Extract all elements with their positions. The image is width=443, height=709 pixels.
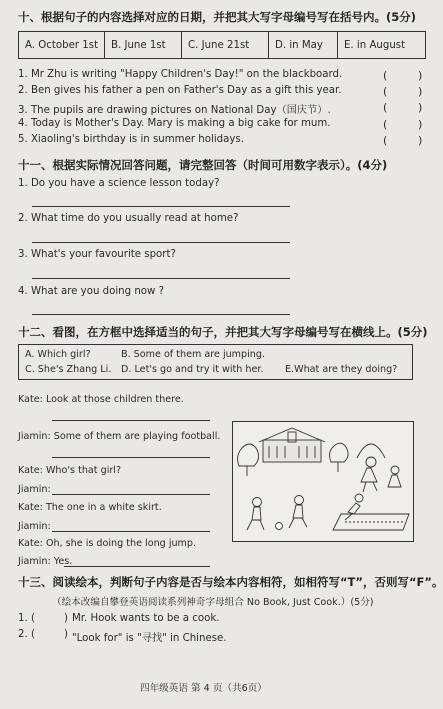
answer-paren-2[interactable]: ( — [383, 85, 388, 98]
date-options-table — [18, 31, 426, 59]
box-option-b: B. Some of them are jumping. — [121, 349, 266, 360]
s11-question-1: 1. Do you have a science lesson today? — [18, 178, 220, 189]
s10-sentence-4: 4. Today is Mother's Day. Mary is making a big cake for mum. — [18, 118, 331, 129]
s10-sentence-3: 3. The pupils are drawing pictures on National Day（国庆节）. — [18, 105, 331, 116]
answer-line-2[interactable] — [32, 242, 290, 243]
s11-question-4: 4. What are you doing now ? — [18, 286, 164, 297]
s13-item-1-num[interactable]: 1. ( — [18, 613, 35, 624]
dialogue-line-8: Jiamin: Yes. — [18, 556, 73, 567]
section13-subtitle: （绘本改编自攀登英语阅读系列神奇字母组合 No Book, Just Cook.）(5分) — [52, 597, 374, 608]
answer-paren-3[interactable]: ( — [383, 101, 388, 114]
s13-item-1-close: ) — [64, 613, 68, 624]
dialogue-blank-4[interactable] — [52, 531, 210, 532]
dialogue-blank-2[interactable] — [52, 457, 210, 458]
answer-line-3[interactable] — [32, 278, 290, 279]
dialogue-line-7: Kate: Oh, she is doing the long jump. — [18, 538, 197, 549]
dialogue-line-5: Kate: The one in a white skirt. — [18, 502, 162, 513]
dialogue-line-4: Jiamin: — [18, 484, 51, 495]
section12-title: 十二、看图，在方框中选择适当的句子，并把其大写字母编号写在横线上。(5分) — [18, 325, 428, 339]
answer-paren-1[interactable]: ( — [383, 69, 388, 82]
page-footer: 四年级英语 第 4 页（共6页） — [140, 683, 267, 694]
dialogue-blank-3[interactable] — [52, 494, 210, 495]
box-option-d: D. Let's go and try it with her. — [121, 364, 264, 375]
s11-question-3: 3. What's your favourite sport? — [18, 249, 176, 260]
s10-sentence-5: 5. Xiaoling's birthday is in summer holidays. — [18, 134, 244, 145]
dialogue-blank-5[interactable] — [64, 566, 210, 567]
sentence-choice-box — [18, 344, 413, 380]
s13-item-2-text: "Look for" is "寻找" in Chinese. — [72, 633, 227, 644]
s10-sentence-1: 1. Mr Zhu is writing "Happy Children's Day!" on the blackboard. — [18, 69, 343, 80]
answer-line-4[interactable] — [32, 314, 290, 315]
s13-item-2-num[interactable]: 2. ( — [18, 629, 35, 640]
answer-line-1[interactable] — [32, 206, 290, 207]
s11-question-2: 2. What time do you usually read at home? — [18, 213, 239, 224]
s13-item-1-text: Mr. Hook wants to be a cook. — [72, 613, 220, 624]
s10-sentence-2: 2. Ben gives his father a pen on Father's Day as a gift this year. — [18, 85, 342, 96]
option-c: C. June 21st — [182, 32, 269, 58]
section11-title: 十一、根据实际情况回答问题，请完整回答（时间可用数字表示）。(4分) — [18, 158, 388, 172]
dialogue-line-1: Kate: Look at those children there. — [18, 394, 184, 405]
dialogue-line-6: Jiamin: — [18, 521, 51, 532]
option-b: B. June 1st — [105, 32, 182, 58]
playground-illustration — [233, 422, 413, 541]
children-playing-picture — [232, 421, 414, 542]
dialogue-line-2: Jiamin: Some of them are playing football. — [18, 431, 221, 442]
section10-title: 十、根据句子的内容选择对应的日期，并把其大写字母编号写在括号内。(5分) — [18, 10, 417, 24]
box-option-e: E.What are they doing? — [285, 364, 398, 375]
option-a: A. October 1st — [19, 32, 105, 58]
dialogue-blank-1[interactable] — [52, 420, 210, 421]
answer-paren-5[interactable]: ( — [383, 134, 388, 147]
s13-item-2-close: ) — [64, 629, 68, 640]
section13-title: 十三、阅读绘本，判断句子内容是否与绘本内容相符，如相符写“T”，否则写“F”。 — [18, 575, 443, 589]
option-d: D. in May — [269, 32, 338, 58]
dialogue-line-3: Kate: Who's that girl? — [18, 465, 122, 476]
answer-paren-4[interactable]: ( — [383, 118, 388, 131]
box-option-c: C. She's Zhang Li. — [25, 364, 112, 375]
option-e: E. in August — [344, 39, 406, 51]
box-option-a: A. Which girl? — [25, 349, 91, 360]
